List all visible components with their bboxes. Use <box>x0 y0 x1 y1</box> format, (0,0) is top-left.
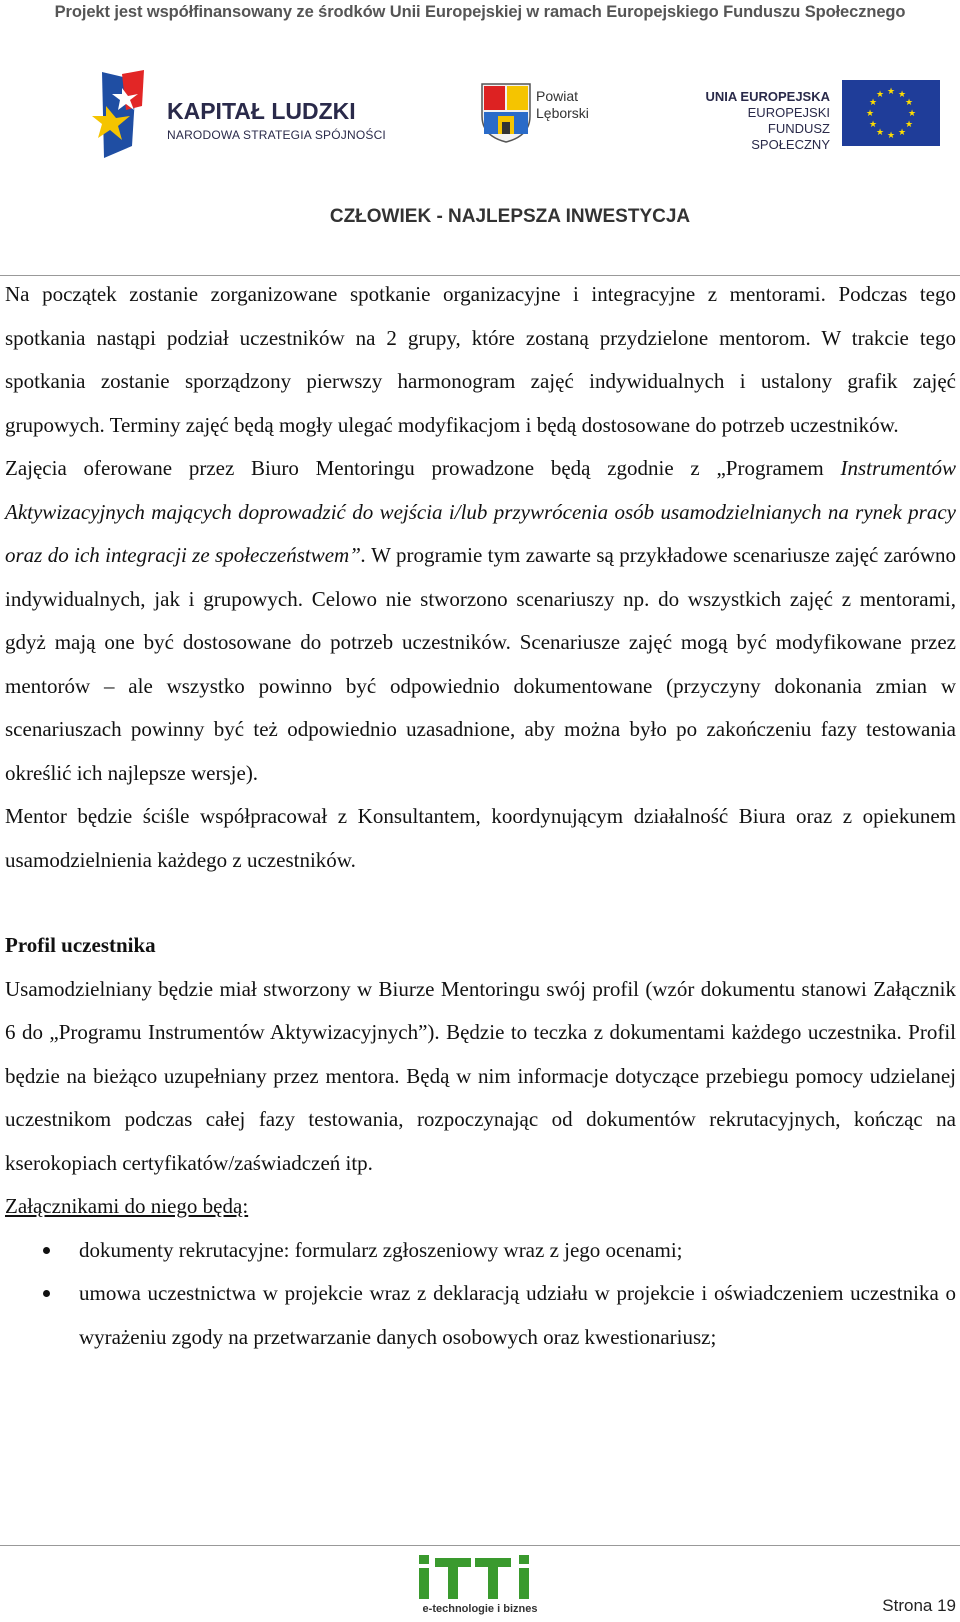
powiat-leborski-logo <box>480 82 610 162</box>
svg-text:★: ★ <box>868 120 878 130</box>
eu-flag-icon <box>842 80 940 146</box>
svg-text:★: ★ <box>886 131 896 141</box>
svg-text:★: ★ <box>904 120 914 130</box>
svg-text:★: ★ <box>865 109 875 119</box>
svg-text:★: ★ <box>907 109 917 119</box>
powiat-text <box>536 88 589 122</box>
list-item: dokumenty rekrutacyjne: formularz zgłoszeniowy wraz z jego ocenami; <box>5 1229 956 1273</box>
kapital-ludzki-title: KAPITAŁ LUDZKI <box>167 98 356 124</box>
itti-logo <box>415 1553 545 1617</box>
paragraph-profile: Usamodzielniany będzie miał stworzony w Biurze Mentoringu swój profil (wzór dokumentu stanowi Załącznik 6 do „Programu Instrumentów Aktywizacyjnych”). Będzie to teczka z dokumentami każdego uczestnika. Profil będzie na bieżąco uzupełniany przez mentora. Będą w nim informacje dotyczące przebiegu pomocy udzielanej uczestnikom podczas całej fazy testowania, rozpoczynając od dokumentów rekrutacyjnych, kończąc na kserokopiach certyfikatów/zaświadczeń itp. <box>5 976 956 1175</box>
eu-line3: FUNDUSZ SPOŁECZNY <box>751 121 830 152</box>
kapital-ludzki-emblem-icon <box>92 66 164 162</box>
list-item: umowa uczestnictwa w projekcie wraz z deklaracją udziału w projekcie i oświadczeniem uczestnika o wyrażeniu zgody na przetwarzanie danych osobowych oraz kwestionariusz; <box>5 1272 956 1359</box>
coat-of-arms-icon <box>480 82 532 144</box>
svg-text:★: ★ <box>875 90 885 100</box>
svg-text:★: ★ <box>886 87 896 97</box>
itti-logo-icon <box>415 1553 545 1603</box>
document-body <box>5 273 956 1359</box>
paragraph-mentor: Mentor będzie ściśle współpracował z Konsultantem, koordynującym działalność Biura oraz z opiekunem usamodzielnienia każdego z uczestników. <box>5 804 956 872</box>
svg-text:★: ★ <box>897 128 907 138</box>
attachments-label: Załącznikami do niego będą: <box>5 1194 249 1218</box>
footer-divider <box>0 1545 960 1546</box>
powiat-line2: Lęborski <box>536 105 589 121</box>
slogan: CZŁOWIEK - NAJLEPSZA INWESTYCJA <box>329 206 691 227</box>
program-text-start: Zajęcia oferowane przez Biuro Mentoringu prowadzone będą zgodnie z „Programem <box>5 456 824 480</box>
page-number: Strona 19 <box>882 1596 956 1615</box>
svg-text:★: ★ <box>897 90 907 100</box>
paragraph-program <box>5 447 956 795</box>
header-logos <box>0 60 960 170</box>
svg-text:★: ★ <box>875 128 885 138</box>
paragraph-intro: Na początek zostanie zorganizowane spotkanie organizacyjne i integracyjne z mentorami. Podczas tego spotkania nastąpi podział uczestników na 2 grupy, które zostaną przydzielone mentorom. W trakcie tego spotkania zostanie sporządzony pierwszy harmonogram zajęć indywidualnych i ustalony grafik zajęć grupowych. Terminy zajęć będą mogły ulegać modyfikacjom i będą dostosowane do potrzeb uczestników. <box>5 282 956 437</box>
eu-text <box>700 88 830 153</box>
svg-text:★: ★ <box>868 98 878 108</box>
eu-social-fund-logo <box>700 80 940 150</box>
attachments-list <box>5 1229 956 1360</box>
itti-subtitle: e-technologie i biznes <box>422 1603 538 1615</box>
eu-line2: EUROPEJSKI <box>747 105 830 120</box>
svg-text:★: ★ <box>904 98 914 108</box>
kapital-ludzki-subtitle: NARODOWA STRATEGIA SPÓJNOŚCI <box>167 128 386 142</box>
section-heading-profile: Profil uczestnika <box>5 933 156 957</box>
program-title-italic: Instrumentów Aktywizacyjnych mających doprowadzić do wejścia i/lub przywrócenia osób usamodzielnianych na rynek pracy oraz do ich integracji ze społeczeństwem”. <box>5 456 956 567</box>
cofinancing-banner: Projekt jest współfinansowany ze środków Unii Europejskiej w ramach Europejskiego Funduszu Społecznego <box>54 3 906 21</box>
kapital-ludzki-logo <box>92 66 392 162</box>
program-text-end: W programie tym zawarte są przykładowe scenariusze zajęć zarówno indywidualnych, jak i grupowych. Celowo nie stworzono scenariuszy np. do wszystkich zajęć z mentorami, gdyż mają one być dostosowane do potrzeb uczestników. Scenariusze zajęć mogą być modyfikowane przez mentorów – ale wszystko powinno być odpowiednio dokumentowane (przyczyny dokonania zmian w scenariuszach powinny być też odpowiednio uzasadnione, aby można było po zakończeniu fazy testowania określić ich najlepsze wersje). <box>5 543 957 785</box>
powiat-line1: Powiat <box>536 88 579 104</box>
eu-line1: UNIA EUROPEJSKA <box>705 89 830 104</box>
